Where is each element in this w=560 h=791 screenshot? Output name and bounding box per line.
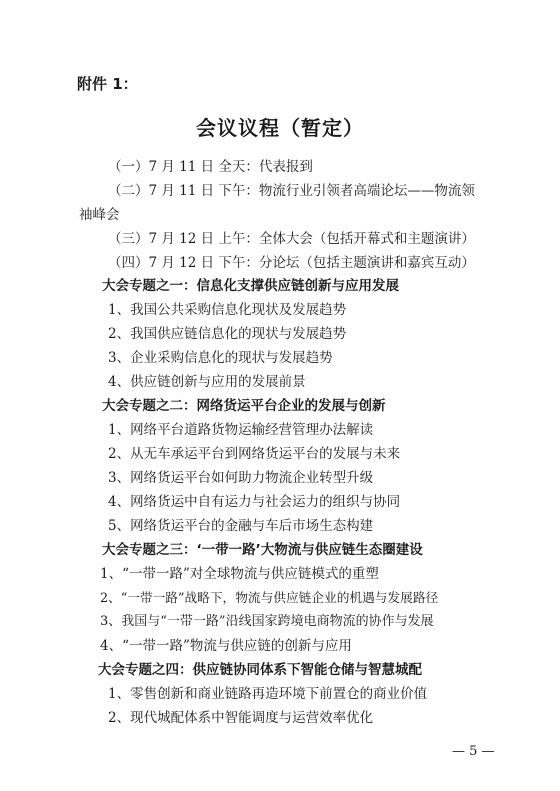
- topic-heading-1: 大会专题之一：信息化支撑供应链创新与应用发展: [102, 278, 399, 294]
- page-title: 会议议程（暂定）: [196, 116, 364, 140]
- topic-1-item-3: 3、企业采购信息化的现状与发展趋势: [108, 350, 333, 366]
- topic-2-item-2: 2、从无车承运平台到网络货运平台的发展与未来: [108, 446, 401, 462]
- topic-1-item-1: 1、我国公共采购信息化现状及发展趋势: [108, 302, 347, 318]
- topic-heading-4: 大会专题之四：供应链协同体系下智能仓储与智慧城配: [98, 662, 422, 678]
- schedule-item-3: （三）7 月 12 日 上午：全体大会（包括开幕式和主题演讲）: [108, 231, 475, 247]
- topic-3-item-3: 3、我国与“一带一路”沿线国家跨境电商物流的协作与发展: [100, 614, 434, 629]
- schedule-item-2-continued: 袖峰会: [79, 207, 120, 223]
- topic-heading-3: 大会专题之三：‘一带一路’大物流与供应链生态圈建设: [102, 542, 423, 558]
- topic-4-item-1: 1、零售创新和商业链路再造环境下前置仓的商业价值: [108, 686, 428, 702]
- attachment-label: 附件 1：: [77, 75, 138, 93]
- topic-2-item-4: 4、网络货运中自有运力与社会运力的组织与协同: [108, 494, 401, 510]
- topic-4-item-2: 2、现代城配体系中智能调度与运营效率优化: [108, 710, 374, 726]
- topic-3-item-4: 4、“一带一路”物流与供应链的创新与应用: [100, 638, 352, 654]
- topic-3-item-1: 1、“一带一路”对全球物流与供应链模式的重塑: [100, 566, 379, 582]
- topic-1-item-2: 2、我国供应链信息化的现状与发展趋势: [108, 326, 347, 342]
- topic-1-item-4: 4、供应链创新与应用的发展前景: [108, 374, 306, 390]
- topic-2-item-3: 3、网络货运平台如何助力物流企业转型升级: [108, 470, 374, 486]
- page-number: — 5 —: [452, 744, 495, 759]
- topic-3-item-2: 2、“一带一路”战略下，物流与供应链企业的机遇与发展路径: [100, 590, 439, 605]
- topic-2-item-1: 1、网络平台道路货物运输经营管理办法解读: [108, 422, 374, 438]
- topic-heading-2: 大会专题之二：网络货运平台企业的发展与创新: [102, 398, 386, 414]
- schedule-item-2: （二）7 月 11 日 下午：物流行业引领者高端论坛——物流领: [108, 183, 475, 199]
- schedule-item-4: （四）7 月 12 日 下午：分论坛（包括主题演讲和嘉宾互动）: [108, 255, 475, 271]
- schedule-item-1: （一）7 月 11 日 全天：代表报到: [108, 159, 313, 175]
- topic-2-item-5: 5、网络货运平台的金融与车后市场生态构建: [108, 518, 374, 534]
